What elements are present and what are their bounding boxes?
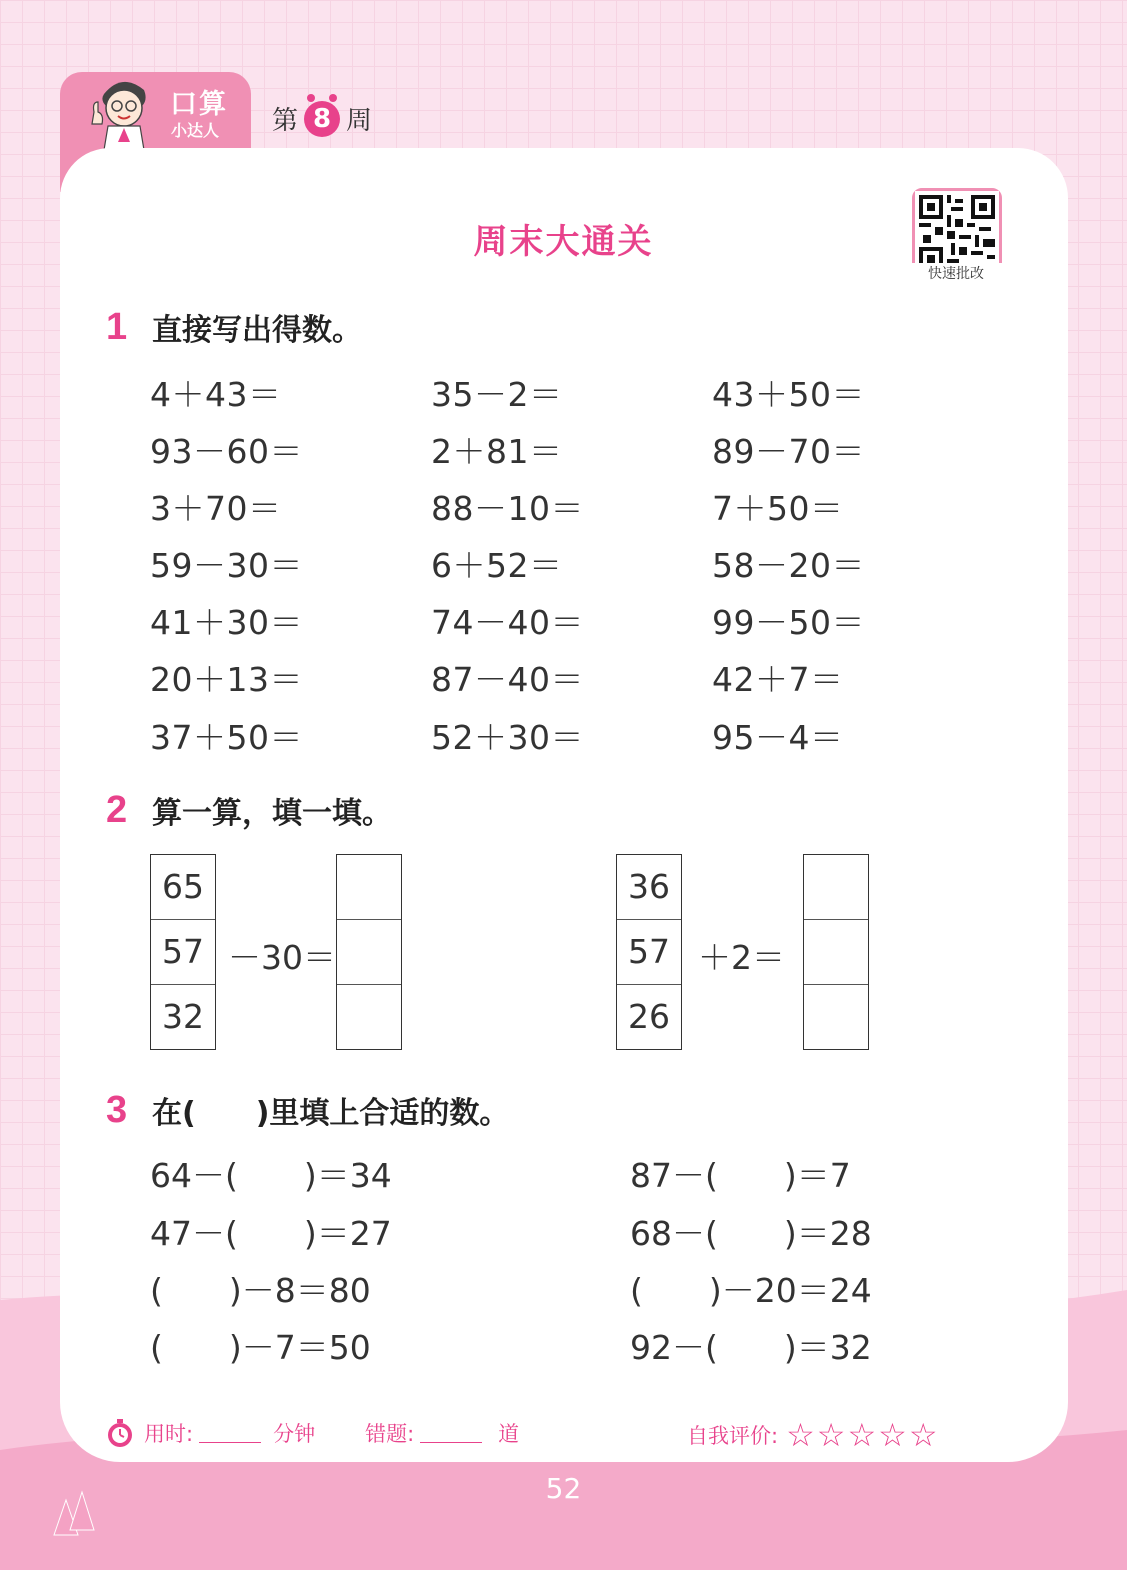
week-number-badge: 8 <box>304 101 340 137</box>
answer-box[interactable] <box>337 855 401 920</box>
problem-r1-c1[interactable]: 4＋43＝ <box>150 375 282 414</box>
section-2-heading <box>106 788 392 832</box>
operation-right: ＋2＝ <box>698 938 785 977</box>
section-3-number: 3 <box>106 1088 128 1131</box>
problem-r1-c2[interactable]: 35－2＝ <box>431 375 563 414</box>
problem-r2-c3[interactable]: 89－70＝ <box>712 432 865 471</box>
problem-r5-c1[interactable]: 41＋30＝ <box>150 603 303 642</box>
input-column-right <box>616 854 682 1050</box>
problem-r6-c3[interactable]: 42＋7＝ <box>712 660 844 699</box>
problem-r7-c3[interactable]: 95－4＝ <box>712 718 844 757</box>
footer-rating <box>687 1416 940 1454</box>
problem-r4-c1[interactable]: 59－30＝ <box>150 546 303 585</box>
problem-r5-c3[interactable]: 99－50＝ <box>712 603 865 642</box>
stopwatch-icon <box>106 1418 134 1448</box>
fill-problem-l3[interactable]: ( )－8＝80 <box>150 1271 371 1310</box>
section-1-number: 1 <box>106 305 128 348</box>
input-column-left <box>150 854 216 1050</box>
rating-stars[interactable]: ☆☆☆☆☆ <box>786 1416 940 1454</box>
rating-label: 自我评价: <box>687 1424 779 1448</box>
qr-label: 快速批改 <box>906 263 1006 283</box>
problem-r3-c3[interactable]: 7＋50＝ <box>712 489 844 528</box>
problem-r6-c2[interactable]: 87－40＝ <box>431 660 584 699</box>
fill-problem-r1[interactable]: 87－( )＝7 <box>630 1156 851 1195</box>
input-cell: 36 <box>617 855 681 920</box>
fill-problem-l4[interactable]: ( )－7＝50 <box>150 1328 371 1367</box>
input-cell: 26 <box>628 997 670 1036</box>
page-number: 52 <box>545 1472 582 1505</box>
problem-r6-c1[interactable]: 20＋13＝ <box>150 660 303 699</box>
problem-r4-c3[interactable]: 58－20＝ <box>712 546 865 585</box>
operation-left: －30＝ <box>228 938 336 977</box>
problem-r5-c2[interactable]: 74－40＝ <box>431 603 584 642</box>
answer-box[interactable] <box>337 985 401 1049</box>
brand-title: 口算 <box>170 89 228 120</box>
section-1-title: 直接写出得数。 <box>152 313 362 348</box>
answer-box[interactable] <box>804 985 868 1049</box>
input-cell: 57 <box>617 920 681 985</box>
answer-box[interactable] <box>804 855 868 920</box>
fill-problem-r4[interactable]: 92－( )＝32 <box>630 1328 872 1367</box>
problem-r3-c1[interactable]: 3＋70＝ <box>150 489 282 528</box>
week-label <box>272 100 372 137</box>
problem-r1-c3[interactable]: 43＋50＝ <box>712 375 865 414</box>
errors-blank[interactable] <box>420 1424 482 1443</box>
time-label: 用时: <box>144 1422 194 1446</box>
input-cell: 65 <box>151 855 215 920</box>
mascot-boy-icon <box>82 72 162 150</box>
section-3-heading <box>106 1088 509 1132</box>
problem-r7-c1[interactable]: 37＋50＝ <box>150 718 303 757</box>
problem-r7-c2[interactable]: 52＋30＝ <box>431 718 584 757</box>
week-prefix: 第 <box>272 106 299 136</box>
answer-column-left <box>336 854 402 1050</box>
fill-problem-r2[interactable]: 68－( )＝28 <box>630 1214 872 1253</box>
section-1-heading <box>106 305 362 349</box>
time-blank[interactable] <box>199 1424 261 1443</box>
fill-problem-r3[interactable]: ( )－20＝24 <box>630 1271 872 1310</box>
input-cell: 32 <box>162 997 204 1036</box>
section-3-title: 在( )里填上合适的数。 <box>152 1096 510 1131</box>
brand-subtitle: 小达人 <box>171 121 220 140</box>
week-suffix: 周 <box>346 106 373 136</box>
fill-problem-l1[interactable]: 64－( )＝34 <box>150 1156 392 1195</box>
input-cell: 57 <box>151 920 215 985</box>
answer-box[interactable] <box>804 920 868 985</box>
answer-column-right <box>803 854 869 1050</box>
footer-time-errors <box>106 1418 519 1448</box>
section-2-title: 算一算，填一填。 <box>152 796 392 831</box>
errors-label: 错题: <box>365 1422 415 1446</box>
problem-r3-c2[interactable]: 88－10＝ <box>431 489 584 528</box>
problem-r2-c1[interactable]: 93－60＝ <box>150 432 303 471</box>
answer-box[interactable] <box>337 920 401 985</box>
page-title: 周末大通关 <box>473 222 654 262</box>
fill-problem-l2[interactable]: 47－( )＝27 <box>150 1214 392 1253</box>
time-unit: 分钟 <box>273 1422 316 1446</box>
problem-r4-c2[interactable]: 6＋52＝ <box>431 546 563 585</box>
errors-unit: 道 <box>498 1422 520 1446</box>
section-2-number: 2 <box>106 788 128 831</box>
problem-r2-c2[interactable]: 2＋81＝ <box>431 432 563 471</box>
